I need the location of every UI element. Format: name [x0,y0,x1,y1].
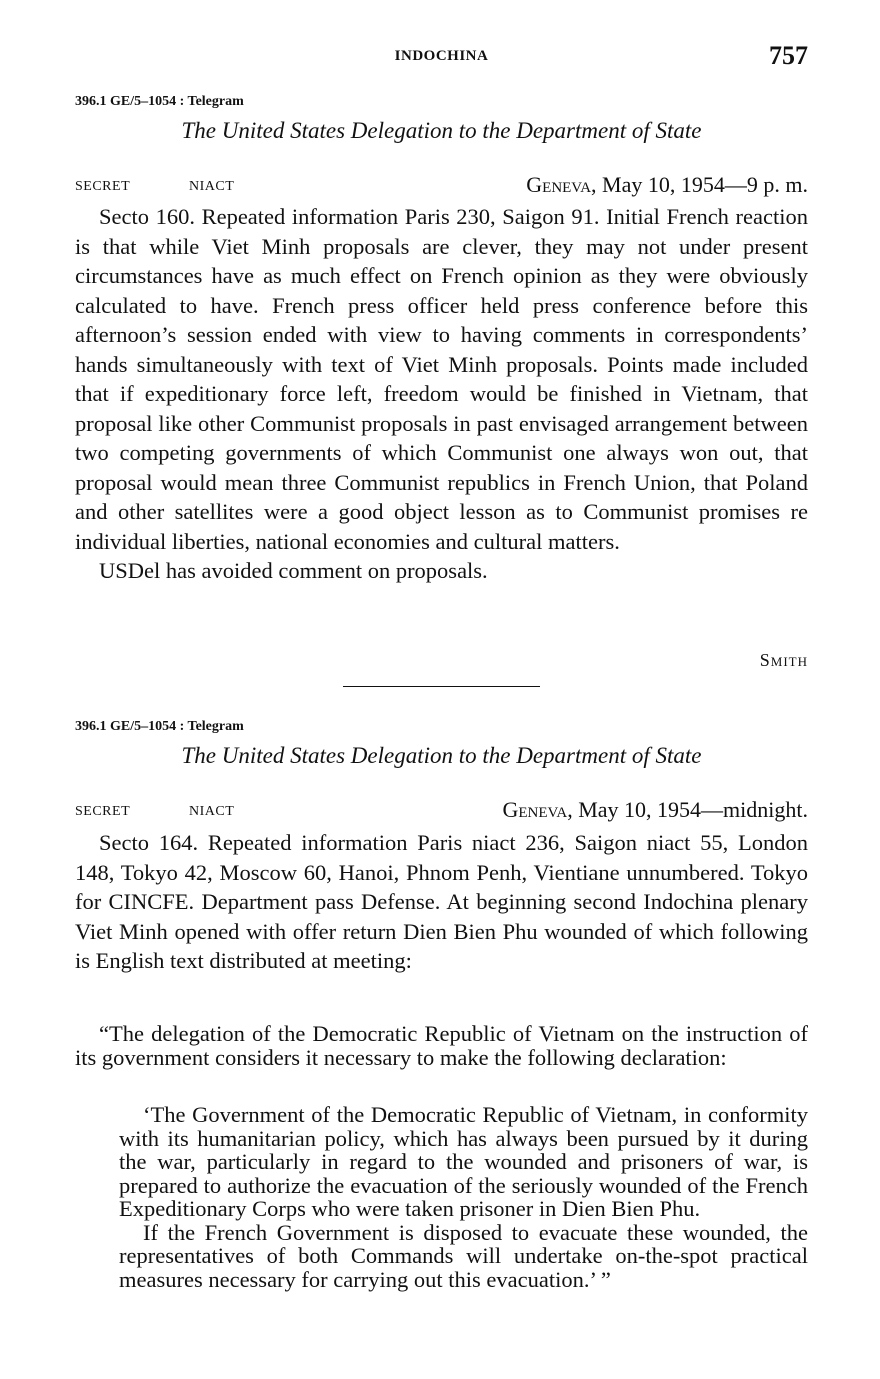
dateline [75,797,808,825]
quote-paragraph: ‘The Government of the Democratic Republic of Vietnam, in conformity with its humanitarian policy, which has always been pursued by it during the war, particularly in regard to the wounded and prisoners of war, is prepared to authorize the evacuation of the seriously wounded of the French Expeditionary Corps who were taken prisoner in Dien Bien Phu. [119,1102,808,1221]
precedence-label: NIACT [189,179,235,194]
telegram-body [75,828,808,976]
file-reference: 396.1 GE/5–1054 : Telegram [75,94,244,109]
place-name: Geneva [526,172,592,197]
file-reference: 396.1 GE/5–1054 : Telegram [75,719,244,734]
quote-paragraph: If the French Government is disposed to evacuate these wounded, the representatives of both Commands will undertake on-the-spot practical measures necessary for carrying out this evacuation.’ ” [119,1219,808,1292]
document-heading: The United States Delegation to the Department of State [181,743,702,768]
place-and-date [526,172,808,198]
running-head [75,41,808,74]
signature: Smith [759,650,808,670]
body-paragraph: USDel has avoided comment on proposals. [99,558,488,583]
dateline [75,172,808,200]
place-and-date [502,797,808,823]
telegram-body [75,202,808,586]
precedence-label: NIACT [189,804,235,819]
body-paragraph: Secto 164. Repeated information Paris niact 236, Saigon niact 55, London 148, Tokyo 42, Moscow 60, Hanoi, Phnom Penh, Vientiane unnumbered. Tokyo for CINCFE. Department pass Defense. At beginning second Indochina plenary Viet Minh opened with offer return Dien Bien Phu wounded of which following is English text distributed at meeting: [75,830,808,973]
section-divider [343,686,540,687]
inner-quotation [119,1103,808,1291]
body-paragraph: Secto 160. Repeated information Paris 230, Saigon 91. Initial French reaction is that while Viet Minh proposals are clever, they may not under present circumstances have as much effect on French opinion as they were obviously calculated to have. French press officer held press conference before this afternoon’s session ended with view to having comments in correspondents’ hands simultaneously with text of Viet Minh proposals. Points made included that if expeditionary force left, freedom would be finished in Vietnam, that proposal like other Communist proposals in past envisaged arrangement between two competing governments of which Communist one always won out, that proposal would mean three Communist republics in French Union, that Poland and other satellites were a good object lesson as to Communist promises re individual liberties, national economies and cultural matters. [75,204,808,554]
quoted-declaration [75,1022,808,1069]
classification-label: SECRET [75,804,131,819]
document-heading: The United States Delegation to the Department of State [181,118,702,143]
page-number: 757 [769,41,808,70]
date-time: , May 10, 1954—9 p. m. [591,172,808,197]
date-time: , May 10, 1954—midnight. [567,797,808,822]
quote-intro: “The delegation of the Democratic Republic of Vietnam on the instruction of its government considers it necessary to make the following declaration: [75,1021,808,1070]
classification-label: SECRET [75,179,131,194]
place-name: Geneva [502,797,568,822]
running-head-title: INDOCHINA [394,48,489,64]
